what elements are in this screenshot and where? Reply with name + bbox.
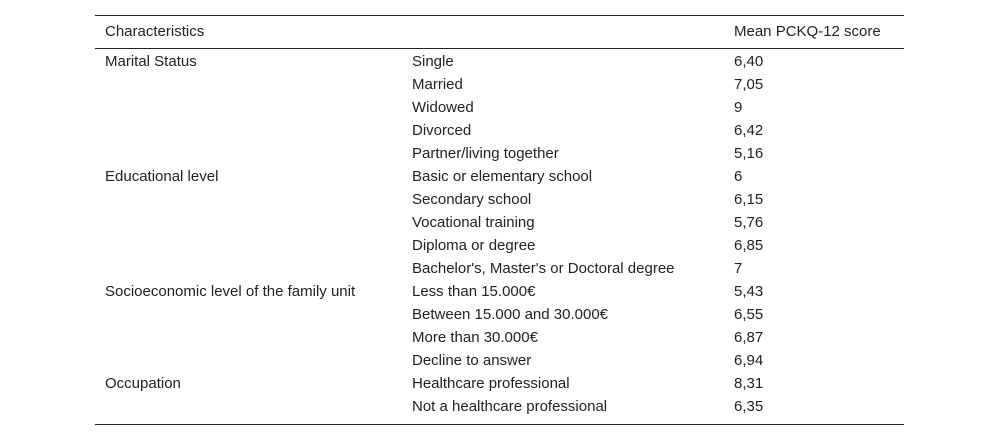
row-score: 5,16 bbox=[734, 145, 764, 162]
row-category: Widowed bbox=[412, 99, 474, 116]
row-category: Less than 15.000€ bbox=[412, 283, 536, 300]
table-row bbox=[95, 50, 904, 73]
table-row bbox=[95, 96, 904, 119]
table-row bbox=[95, 257, 904, 280]
row-category: Bachelor's, Master's or Doctoral degree bbox=[412, 260, 675, 277]
row-group: Marital Status bbox=[105, 53, 197, 70]
row-score: 6,42 bbox=[734, 122, 764, 139]
row-category: Vocational training bbox=[412, 214, 535, 231]
row-category: Married bbox=[412, 76, 463, 93]
table-row bbox=[95, 119, 904, 142]
row-category: Decline to answer bbox=[412, 352, 532, 369]
row-score: 6,15 bbox=[734, 191, 764, 208]
table-row bbox=[95, 211, 904, 234]
table-row bbox=[95, 326, 904, 349]
table-bottom-rule bbox=[95, 424, 904, 425]
row-category: Single bbox=[412, 53, 454, 70]
row-score: 9 bbox=[734, 99, 743, 116]
table-body bbox=[95, 49, 904, 424]
row-score: 7,05 bbox=[734, 76, 764, 93]
table-row bbox=[95, 280, 904, 303]
pckq-score-table bbox=[95, 15, 904, 425]
table-row bbox=[95, 165, 904, 188]
row-category: More than 30.000€ bbox=[412, 329, 538, 346]
row-category: Basic or elementary school bbox=[412, 168, 593, 185]
row-category: Secondary school bbox=[412, 191, 532, 208]
row-category: Divorced bbox=[412, 122, 472, 139]
row-category: Partner/living together bbox=[412, 145, 559, 162]
row-score: 6 bbox=[734, 168, 743, 185]
table-row bbox=[95, 73, 904, 96]
row-score: 7 bbox=[734, 260, 743, 277]
row-score: 6,55 bbox=[734, 306, 764, 323]
header-characteristics: Characteristics bbox=[105, 23, 205, 40]
row-score: 6,35 bbox=[734, 398, 764, 415]
table-row bbox=[95, 142, 904, 165]
table-row bbox=[95, 234, 904, 257]
row-score: 6,40 bbox=[734, 53, 764, 70]
table-row bbox=[95, 372, 904, 395]
row-category: Between 15.000 and 30.000€ bbox=[412, 306, 609, 323]
row-category: Diploma or degree bbox=[412, 237, 536, 254]
header-score: Mean PCKQ-12 score bbox=[734, 23, 881, 40]
row-group: Socioeconomic level of the family unit bbox=[105, 283, 356, 300]
row-score: 6,85 bbox=[734, 237, 764, 254]
row-score: 8,31 bbox=[734, 375, 764, 392]
row-score: 5,43 bbox=[734, 283, 764, 300]
row-score: 5,76 bbox=[734, 214, 764, 231]
row-score: 6,94 bbox=[734, 352, 764, 369]
table-row bbox=[95, 188, 904, 211]
row-category: Not a healthcare professional bbox=[412, 398, 608, 415]
row-category: Healthcare professional bbox=[412, 375, 570, 392]
row-group: Occupation bbox=[105, 375, 181, 392]
table-row bbox=[95, 349, 904, 372]
table-row bbox=[95, 395, 904, 418]
table-row bbox=[95, 303, 904, 326]
row-score: 6,87 bbox=[734, 329, 764, 346]
row-group: Educational level bbox=[105, 168, 219, 185]
table-header-row bbox=[95, 16, 904, 48]
